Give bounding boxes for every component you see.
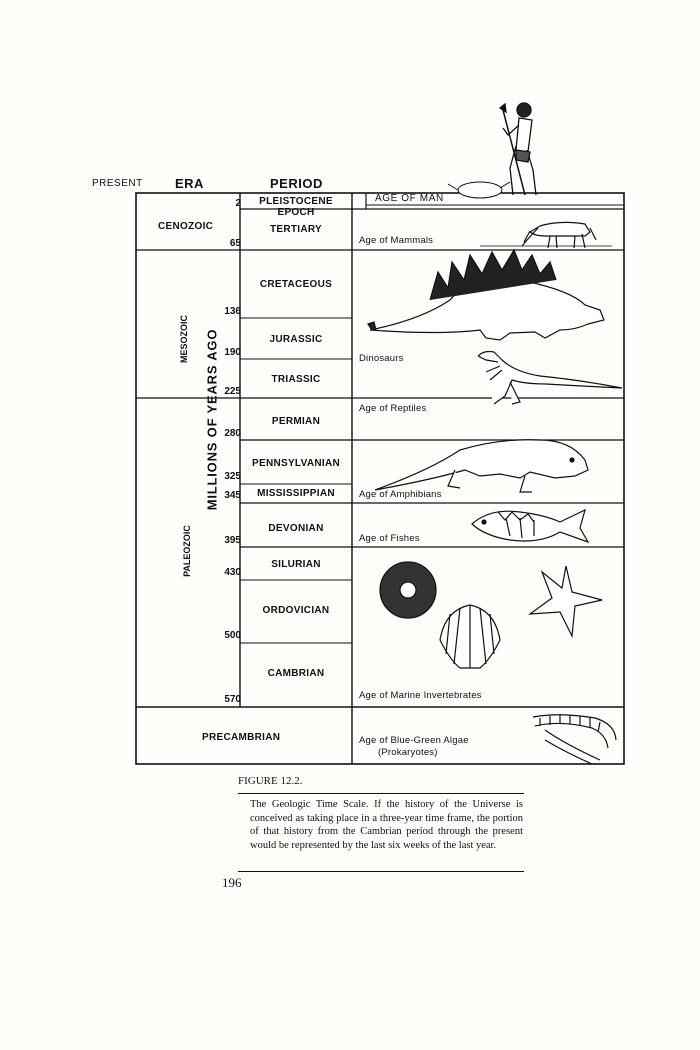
figure-caption: The Geologic Time Scale. If the history of the Universe is conceived as taking place in a three-year time frame, the portion of that history from the Cambrian period through the present would be represented by the last six weeks of the last year. <box>250 799 523 851</box>
age-of-marine-invertebrates: Age of Marine Invertebrates <box>359 690 482 701</box>
period-pleistocene: PLEISTOCENE EPOCH <box>259 196 333 218</box>
boundary-136: 136 <box>224 306 241 317</box>
millions-of-years-ago-label: MILLIONS OF YEARS AGO <box>204 328 220 511</box>
era-header: ERA <box>175 176 204 191</box>
period-pennsylvanian: PENNSYLVANIAN <box>252 458 340 469</box>
age-of-amphibians: Age of Amphibians <box>359 489 442 500</box>
prokaryotes-label: (Prokaryotes) <box>378 747 438 758</box>
sea-urchin-illustration <box>380 562 436 618</box>
boundary-280: 280 <box>224 428 241 439</box>
caption-rule-top <box>238 793 524 794</box>
figure-label: FIGURE 12.2. <box>238 775 303 787</box>
caveman-illustration <box>500 103 536 195</box>
age-of-mammals: Age of Mammals <box>359 235 434 246</box>
amphibian-illustration <box>375 440 588 492</box>
dinosaurs-label: Dinosaurs <box>359 353 404 364</box>
period-permian: PERMIAN <box>271 416 321 427</box>
period-ordovician: ORDOVICIAN <box>262 605 330 616</box>
period-triassic: TRIASSIC <box>271 374 321 385</box>
theropod-illustration <box>478 352 622 405</box>
age-of-fishes: Age of Fishes <box>359 533 420 544</box>
period-cambrian: CAMBRIAN <box>267 668 325 679</box>
page-number: 196 <box>222 875 242 890</box>
boundary-225: 225 <box>224 386 241 397</box>
caption-rule-bottom <box>238 871 524 872</box>
present-label: PRESENT <box>92 178 143 189</box>
stegosaurus-illustration <box>368 250 604 340</box>
era-paleozoic: PALEOZOIC <box>182 525 192 577</box>
period-jurassic: JURASSIC <box>269 334 323 345</box>
boundary-325: 325 <box>224 471 241 482</box>
period-header: PERIOD <box>270 176 323 191</box>
period-cretaceous: CRETACEOUS <box>259 279 333 290</box>
starfish-illustration <box>530 566 602 636</box>
boundary-570: 570 <box>224 694 241 705</box>
boundary-395: 395 <box>224 535 241 546</box>
scallop-illustration <box>440 605 500 668</box>
carcass-illustration <box>448 182 510 198</box>
period-tertiary: TERTIARY <box>269 224 323 235</box>
era-cenozoic: CENOZOIC <box>158 221 214 232</box>
period-mississippian: MISSISSIPPIAN <box>257 488 335 499</box>
horse-illustration <box>480 222 612 248</box>
age-of-reptiles: Age of Reptiles <box>359 403 427 414</box>
age-of-man-label: AGE OF MAN <box>375 193 444 204</box>
boundary-345: 345 <box>224 490 241 501</box>
boundary-430: 430 <box>224 567 241 578</box>
fish-illustration <box>472 510 588 542</box>
era-mesozoic: MESOZOIC <box>179 315 189 364</box>
boundary-500: 500 <box>224 630 241 641</box>
boundary-190: 190 <box>224 347 241 358</box>
algae-illustration <box>533 715 616 764</box>
age-of-blue-green-algae: Age of Blue-Green Algae <box>359 735 469 746</box>
era-precambrian: PRECAMBRIAN <box>202 732 281 743</box>
boundary-65: 65 <box>229 238 241 249</box>
period-silurian: SILURIAN <box>271 559 321 570</box>
boundary-2: 2 <box>235 198 241 209</box>
period-devonian: DEVONIAN <box>268 523 324 534</box>
